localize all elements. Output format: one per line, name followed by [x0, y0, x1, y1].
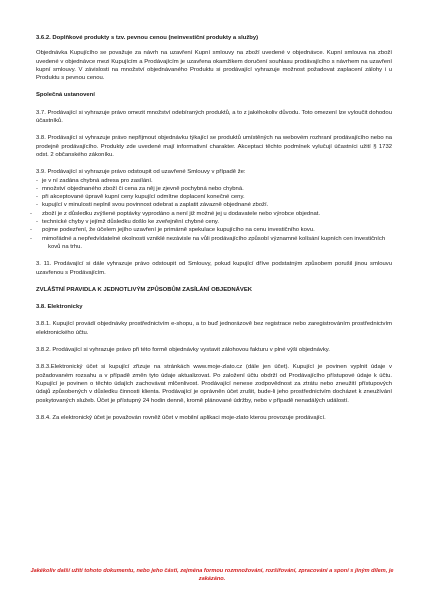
paragraph-3-9-intro: 3.9. Prodávající si vyhrazuje právo odstoupit od uzavřené Smlouvy v případě že:	[36, 169, 246, 176]
section-362-body: Objednávka Kupujícího se považuje za návrh na uzavření Kupní smlouvy na zboží uvedené v objednávce. Kupní smlouva na zboží uvedené v objednávce mezi Kupujícím a Prodávajícím je uzavřena okamžikem doručení souhlasu prodávajícího s návrhem na uzavření kupní smlouvy. V závislosti na množství objednávaného Produktu si prodávající vyhrazuje možnost požadovat zaplacení zálohy i u Produktu s pevnou cenou.	[36, 50, 392, 82]
withdrawal-reasons-list	[36, 177, 392, 252]
special-rules-title: ZVLÁŠTNÍ PRAVIDLA K JEDNOTLIVÝM ZPŮSOBŮM ZASÍLÁNÍ OBJEDNÁVEK	[36, 286, 252, 293]
paragraph-3-8-4: 3.8.4. Za elektronický účet je považován rovněž účet v mobilní aplikaci moje-zlato kterou provozuje prodávající.	[36, 414, 326, 421]
paragraph-3-8-3: 3.8.3.Elektronický účet si kupující zřizuje na stránkách www.moje-zlato.cz (dále jen účet). Kupující je povinen vyplnit údaje v požadovaném rozsahu a v případě změn tyto údaje aktualizovat. Po založení účtu obdrží od Prodávajícího přístupové údaje k účtu. Kupující je povinen o těchto údajích zachovávat mlčenlivost. Prodávající nenese zodpovědnost za ztrátu nebo zneužití přístupových údajů způsobených v důsledku činnosti klienta. Prodávající je oprávněn účet zrušit, bude-li jeho prostřednictvím docházet k zneužívání poskytovaných služeb. Účet je přístupný 24 hodin denně, kromě plánované údržby, nebo v případě nenadálých událostí.	[36, 364, 392, 404]
list-item: - mimořádné a nepředvídatelné okolnosti vzniklé nezávisle na vůli prodávajícího způsobí významné kolísání kupních cen investičních kovů na trhu.	[36, 235, 392, 252]
paragraph-3-8-1: 3.8.1. Kupující provádí objednávky prostřednictvím e-shopu, a to buď jednorázově bez registrace nebo zaregistrováním prostřednictvím elektronického účtu.	[36, 321, 392, 336]
electronic-subtitle: 3.8. Elektronicky	[36, 304, 83, 311]
section-362-title: 3.6.2. Doplňkové produkty s tzv. pevnou cenou (neinvestiční produkty a služby)	[36, 35, 259, 41]
list-item: - technické chyby v jejímž důsledku došlo ke zveřejnění chybné ceny.	[36, 218, 392, 226]
paragraph-3-7: 3.7. Prodávající si vyhrazuje právo omezit množství odebíraných produktů, a to z jakéhokoliv důvodu. Toto omezení lze vyloučit dohodou účastníků.	[36, 109, 392, 125]
paragraph-3-8-2: 3.8.2. Prodávající si vyhrazuje právo při této formě objednávky vystavit zálohovou fakturu v plné výši objednávky.	[36, 347, 330, 354]
paragraph-3-11: 3. 11. Prodávající si dále vyhrazuje právo odstoupit od Smlouvy, pokud kupující dříve podstatným způsobem porušil jinou smlouvu uzavřenou s Prodávajícím.	[36, 261, 392, 276]
common-provisions-title: Společná ustanovení	[36, 92, 95, 99]
list-item: - zboží je z důsledku zvýšené poptávky vyprodáno a není již možné jej u dodavatele nebo výrobce objednat.	[36, 210, 392, 218]
paragraph-3-8: 3.8. Prodávající si vyhrazuje právo nepřijmout objednávku týkající se produktů umístěných na webovém rozhraní prodávajícího nebo na prodejně prodávajícího. Produkty zde uvedené mají informativní charakter. Akceptaci těchto podmínek vylučují účastníci užití § 1732 odst. 2 občanského zákoníku.	[36, 135, 392, 158]
list-item: - je v ní zadána chybná adresa pro zasílání.	[36, 177, 392, 185]
copyright-notice: Jakékoliv další užití tohoto dokumentu, nebo jeho části, zejména formou rozmnožování, rozšiřování, zpracování a sponí s jiným dílem, je zakázáno.	[30, 568, 394, 582]
list-item: - množství objednaného zboží či cena za něj je zjevně pochybná nebo chybná.	[36, 185, 392, 193]
list-item: - kupující v minulosti neplnil svou povinnost odebrat a zaplatit závazně objednané zboží.	[36, 201, 392, 209]
document-content	[36, 34, 392, 422]
list-item: - při akceptované úpravě kupní ceny kupující odmítne doplacení konečné ceny.	[36, 193, 392, 201]
list-item: - pojme podezření, že účelem jejího uzavření je primárně spekulace kupujícího na cenu investičního kovu.	[36, 226, 392, 234]
